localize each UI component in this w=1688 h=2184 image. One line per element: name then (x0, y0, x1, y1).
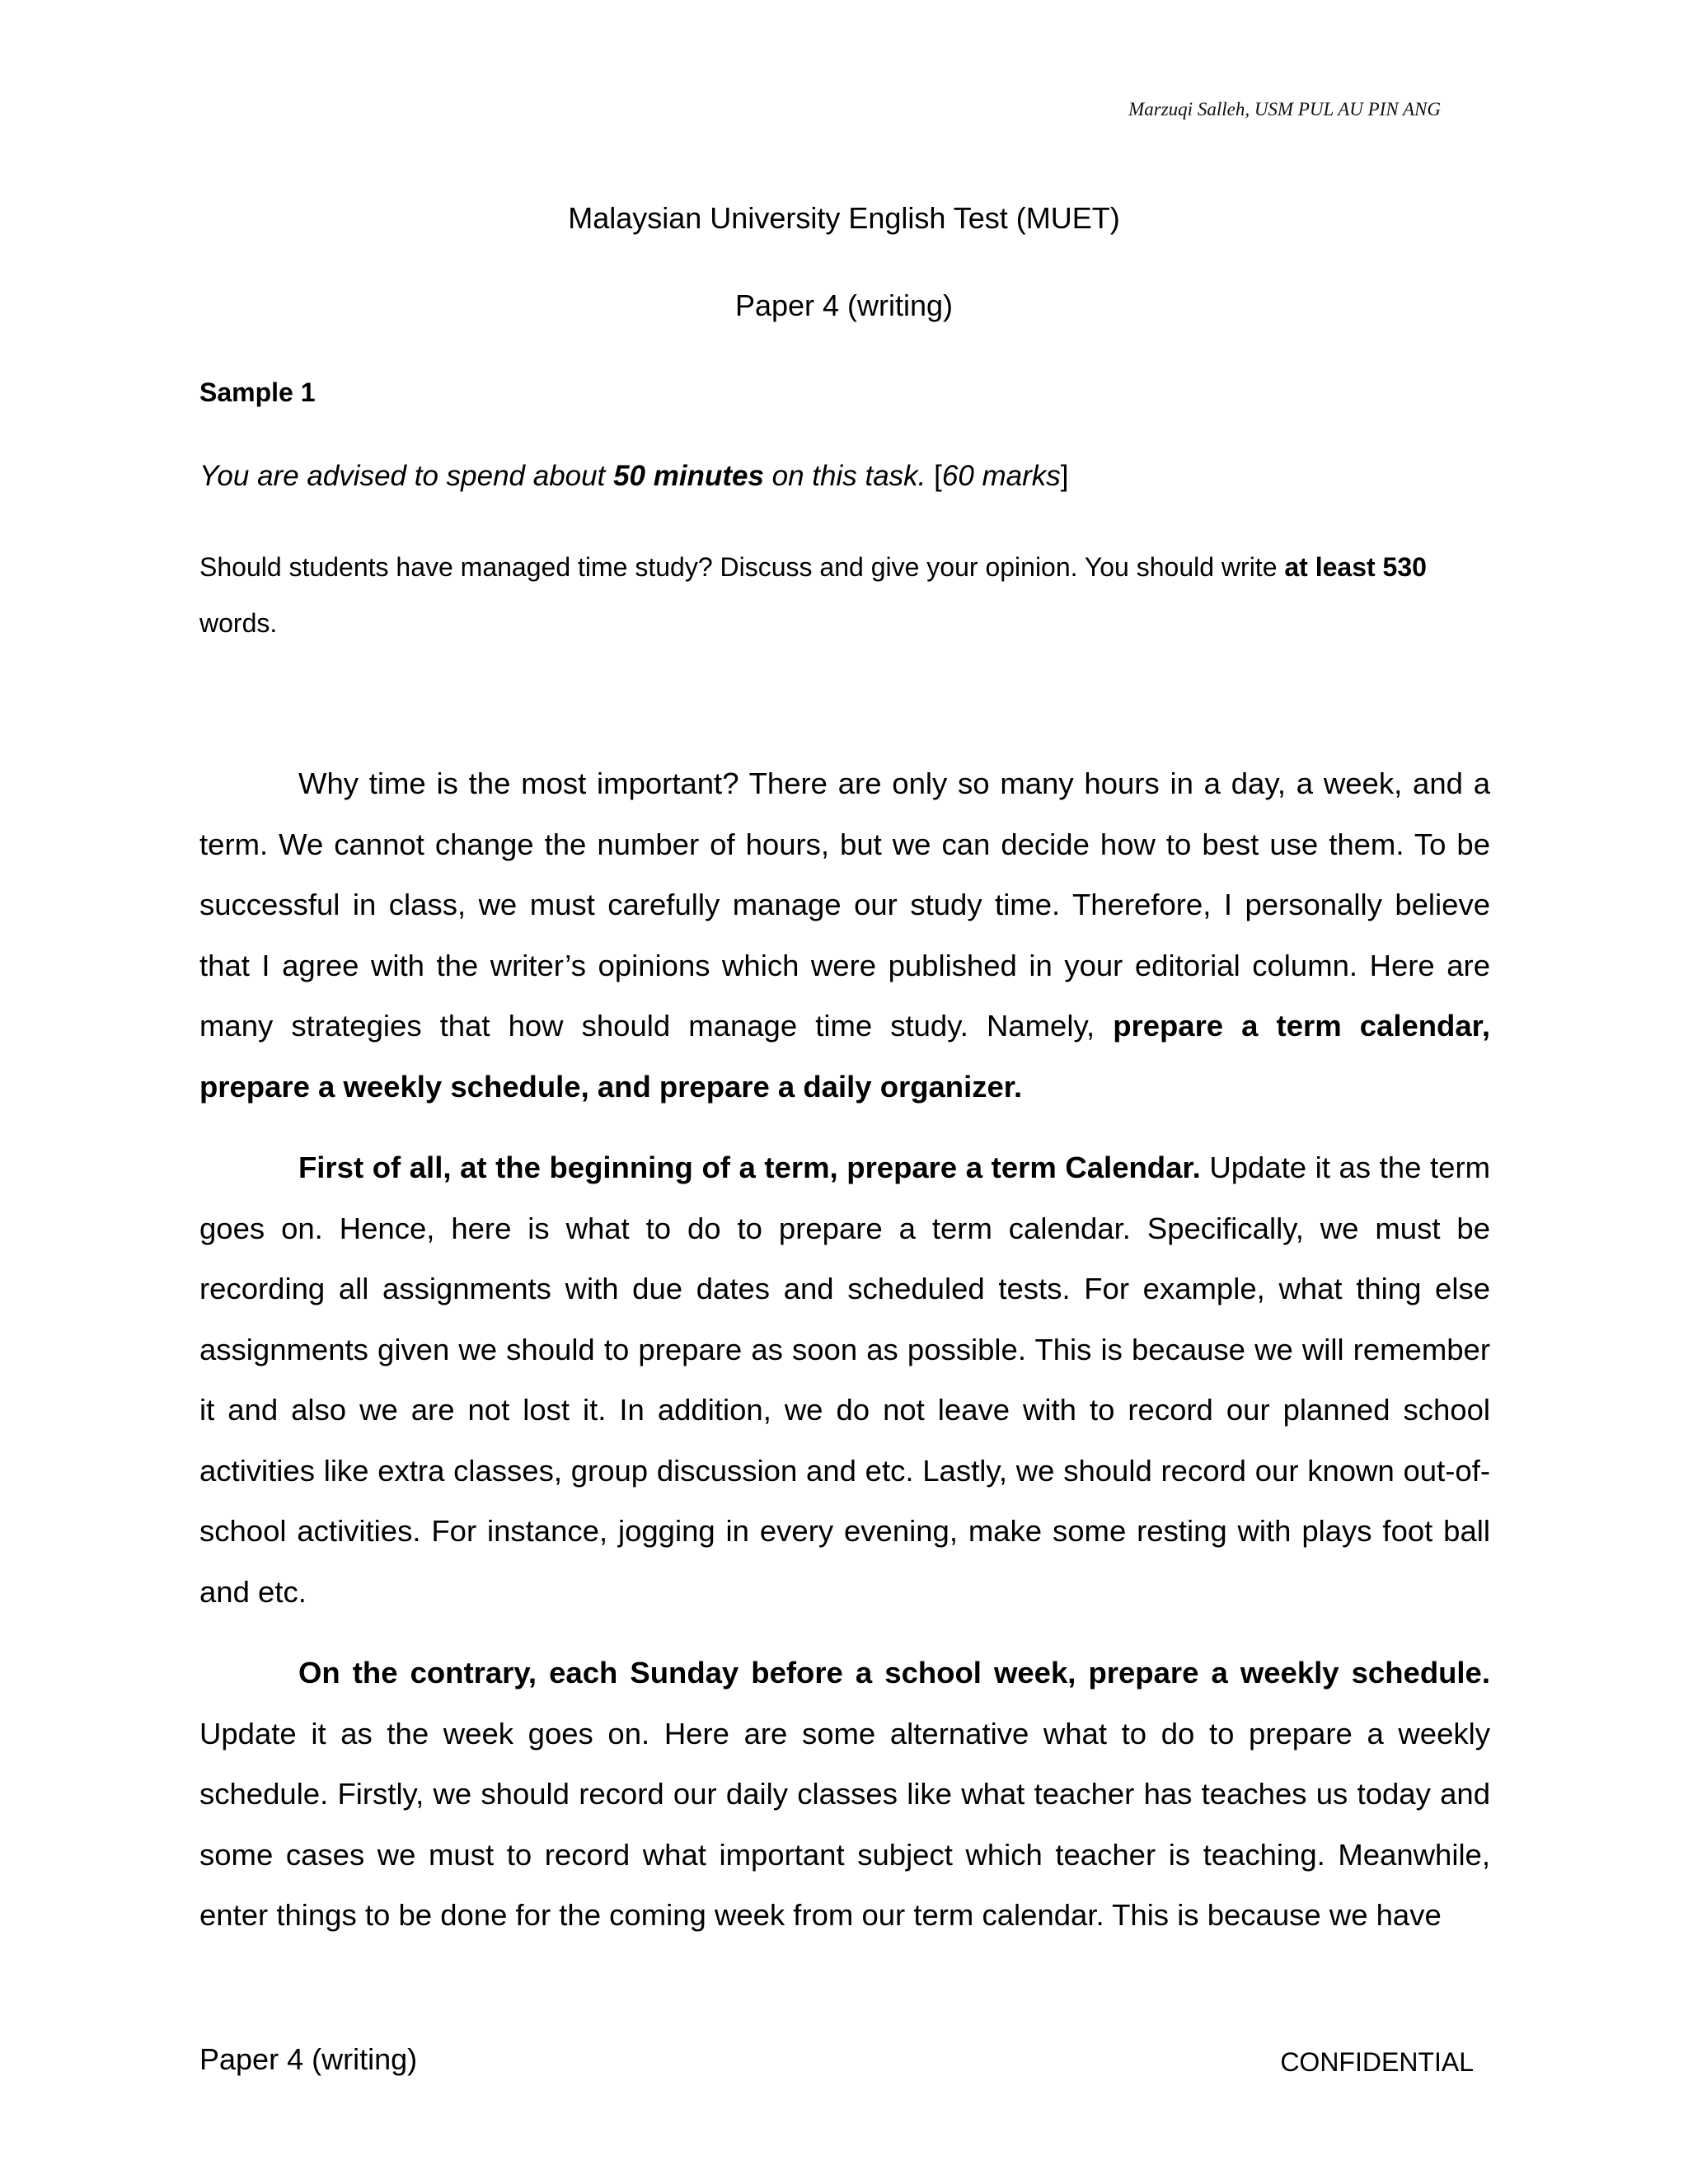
instruction-mid: on this task. (763, 460, 926, 492)
essay-paragraph-3 (199, 1643, 1490, 1946)
sample-label: Sample 1 (199, 377, 316, 407)
question-text: Should students have managed time study? Discuss and give your opinion. You should write (199, 552, 1285, 582)
document-title: Malaysian University English Test (MUET) (568, 201, 1120, 235)
p1-text: Why time is the most important? There are only so many hours in a day, a week, and a term. We cannot change the number of hours, but we can decide how to best use them. To be successful in class, we must carefully manage our study time. Therefore, I personally believe that I agree with the writer’s opinions which were published in your editorial column. Here are many strategies that how should manage time study. Namely, (199, 766, 1490, 1043)
essay-paragraph-2 (199, 1137, 1490, 1622)
essay-body (199, 753, 1490, 1946)
p1-bold: prepare a term calendar, prepare a weekly schedule, and prepare a daily organizer. (199, 1009, 1490, 1104)
question-end: words. (199, 608, 278, 638)
instruction-time: 50 minutes (613, 460, 764, 492)
instruction-prefix: You are advised to spend about (199, 460, 614, 492)
essay-paragraph-1 (199, 753, 1490, 1117)
p3-bold: On the contrary, each Sunday before a school week, prepare a weekly schedule. (298, 1656, 1490, 1690)
footer-confidential: CONFIDENTIAL (1280, 2047, 1474, 2077)
document-subtitle: Paper 4 (writing) (734, 288, 954, 322)
task-instruction (199, 460, 1490, 493)
p2-text: Update it as the term goes on. Hence, here is what to do to prepare a term calendar. Specifically, we must be recording all assignments with due dates and scheduled tests. For example, what thing else assignments given we should to prepare as soon as possible. This is because we will remember it and also we are not lost it. In addition, we do not leave with to record our planned school activities like extra classes, group discussion and etc. Lastly, we should record our known out-of-school activities. For instance, jogging in every evening, make some resting with plays foot ball and etc. (199, 1151, 1490, 1609)
instruction-marks: 60 marks (941, 460, 1061, 492)
question (199, 539, 1490, 651)
marks-bracket-open: [ (926, 460, 942, 492)
p3-text: Update it as the week goes on. Here are some alternative what to do to prepare a weekly schedule. Firstly, we should record our daily classes like what teacher has teaches us today and some cases we must to record what important subject which teacher is teaching. Meanwhile, enter things to be done for the coming week from our term calendar. This is because we have (199, 1716, 1490, 1932)
question-emphasis: at least 530 (1284, 552, 1427, 582)
author-header: Marzuqi Salleh, USM PUL AU PIN ANG (1128, 99, 1441, 120)
marks-bracket-close: ] (1060, 460, 1069, 492)
footer-paper-label: Paper 4 (writing) (199, 2042, 418, 2076)
p2-bold: First of all, at the beginning of a term, prepare a term Calendar. (298, 1151, 1201, 1184)
